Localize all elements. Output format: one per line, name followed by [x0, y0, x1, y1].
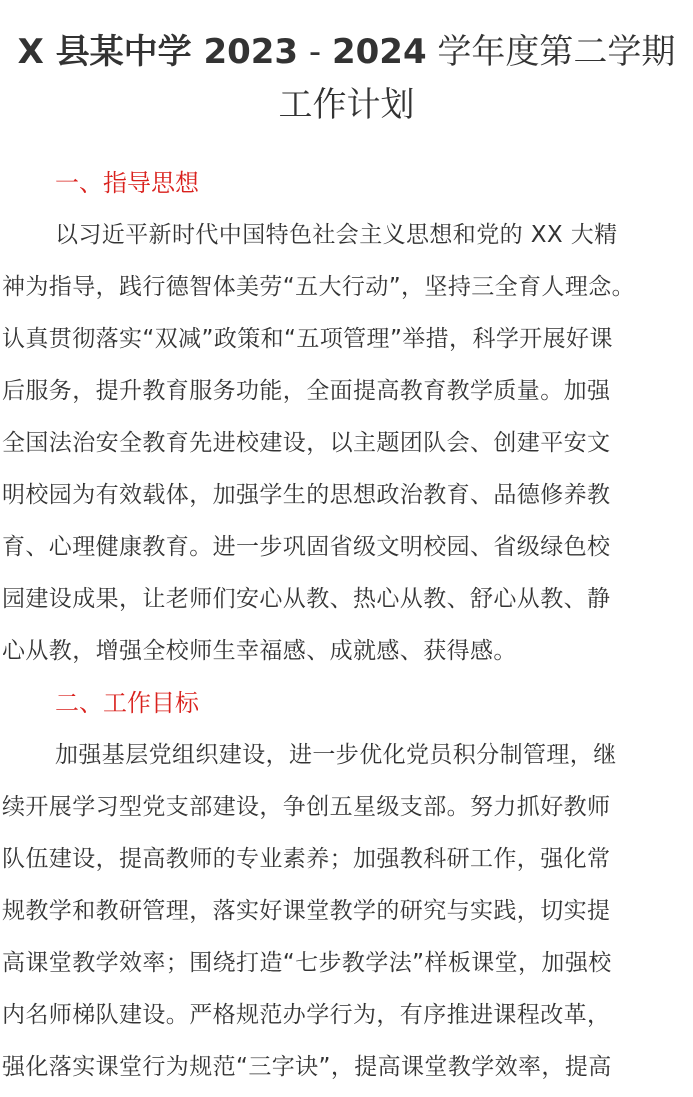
paragraph-line: 队伍建设，提高教师的专业素养；加强教科研工作，强化常 [2, 846, 611, 872]
paragraph-line: 续开展学习型党支部建设，争创五星级支部。努力抓好教师 [2, 794, 611, 820]
document-body [2, 157, 693, 1093]
section-heading: 二、工作目标 [55, 689, 199, 717]
paragraph-line: 育、心理健康教育。进一步巩固省级文明校园、省级绿色校 [2, 534, 611, 560]
document-title [0, 26, 693, 132]
paragraph-line: 高课堂教学效率；围绕打造“七步教学法”样板课堂，加强校 [2, 950, 612, 976]
title-suffix: 学年度第二学期 [426, 32, 676, 72]
paragraph-line: 规教学和教研管理，落实好课堂教学的研究与实践，切实提 [2, 898, 611, 924]
paragraph-line: 加强基层党组织建设，进一步优化党员积分制管理，继 [55, 742, 617, 768]
paragraph-line: 园建设成果，让老师们安心从教、热心从教、舒心从教、静 [2, 586, 611, 612]
paragraph-line: 以习近平新时代中国特色社会主义思想和党的 XX 大精 [55, 222, 618, 248]
paragraph-line: 后服务，提升教育服务功能，全面提高教育教学质量。加强 [2, 378, 611, 404]
paragraph-line: 内名师梯队建设。严格规范办学行为，有序推进课程改革， [2, 1002, 611, 1028]
paragraph-line: 心从教，增强全校师生幸福感、成就感、获得感。 [2, 638, 517, 664]
section-work-goals [2, 677, 693, 1093]
title-prefix: X 县某中学 [17, 32, 204, 72]
paragraph-line: 神为指导，践行德智体美劳“五大行动”，坚持三全育人理念。 [2, 274, 636, 300]
title-line-2: 工作计划 [278, 85, 415, 125]
paragraph-line: 认真贯彻落实“双减”政策和“五项管理”举措，科学开展好课 [2, 326, 613, 352]
title-line-1 [0, 26, 693, 79]
title-year-start: 2023 [203, 32, 299, 72]
paragraph-line: 明校园为有效载体，加强学生的思想政治教育、品德修养教 [2, 482, 611, 508]
section-heading: 一、指导思想 [55, 169, 199, 197]
paragraph-line: 强化落实课堂行为规范“三字诀”，提高课堂教学效率，提高 [2, 1054, 612, 1080]
section-guiding-ideology [2, 157, 693, 677]
title-dash: - [298, 32, 332, 72]
paragraph-line: 全国法治安全教育先进校建设，以主题团队会、创建平安文 [2, 430, 611, 456]
title-year-end: 2024 [331, 32, 427, 72]
